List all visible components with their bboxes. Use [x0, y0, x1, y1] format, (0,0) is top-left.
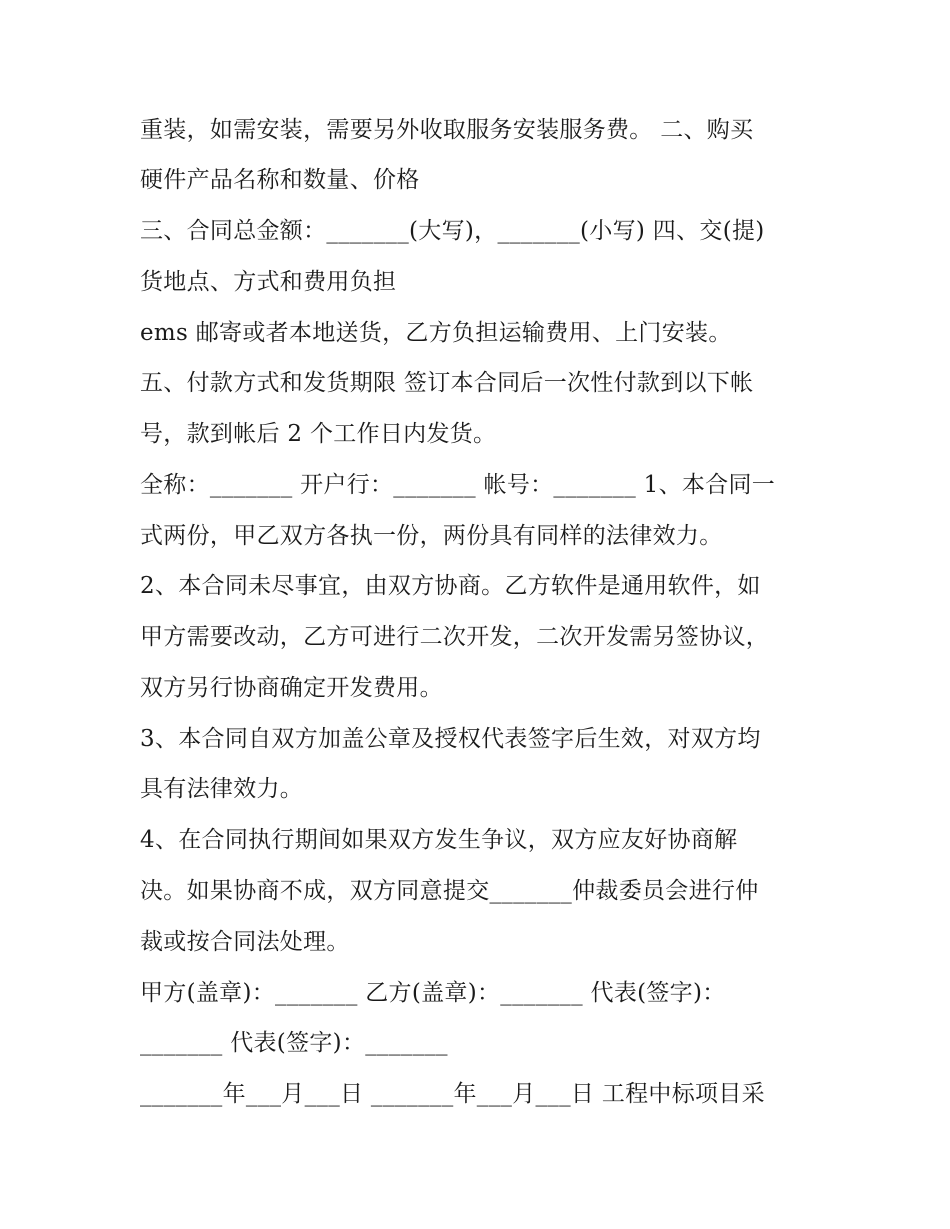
text-line-16: 决。如果协商不成，双方同意提交_______仲裁委员会进行仲: [140, 878, 759, 904]
text-line-9: 式两份，甲乙双方各执一份，两份具有同样的法律效力。: [140, 523, 723, 549]
text-line-8: 全称：_______ 开户行：_______ 帐号：_______ 1、本合同一: [140, 472, 776, 498]
text-line-7: 号，款到帐后 2 个工作日内发货。: [140, 421, 497, 447]
text-line-5: ems 邮寄或者本地送货，乙方负担运输费用、上门安装。: [140, 320, 732, 346]
text-line-10: 2、本合同未尽事宜，由双方协商。乙方软件是通用软件，如: [140, 573, 761, 599]
text-line-19: _______ 代表(签字)：_______: [140, 1030, 448, 1056]
text-line-17: 裁或按合同法处理。: [140, 929, 350, 955]
text-line-20: _______年___月___日 _______年___月___日 工程中标项目采: [140, 1081, 765, 1107]
text-line-12: 双方另行协商确定开发费用。: [140, 675, 443, 701]
text-line-6: 五、付款方式和发货期限 签订本合同后一次性付款到以下帐: [140, 370, 754, 396]
text-line-14: 具有法律效力。: [140, 776, 304, 802]
text-line-4: 货地点、方式和费用负担: [140, 269, 397, 295]
text-line-13: 3、本合同自双方加盖公章及授权代表签字后生效，对双方均: [140, 726, 761, 752]
text-line-18: 甲方(盖章)：_______ 乙方(盖章)：_______ 代表(签字)：: [140, 980, 726, 1006]
text-line-15: 4、在合同执行期间如果双方发生争议，双方应友好协商解: [140, 827, 738, 853]
text-line-3: 三、合同总金额：_______(大写)，_______(小写) 四、交(提): [140, 218, 765, 244]
text-line-1: 重装，如需安装，需要另外收取服务安装服务费。 二、购买: [140, 117, 754, 143]
text-line-11: 甲方需要改动，乙方可进行二次开发，二次开发需另签协议，: [140, 624, 770, 650]
text-line-2: 硬件产品名称和数量、价格: [140, 167, 420, 193]
